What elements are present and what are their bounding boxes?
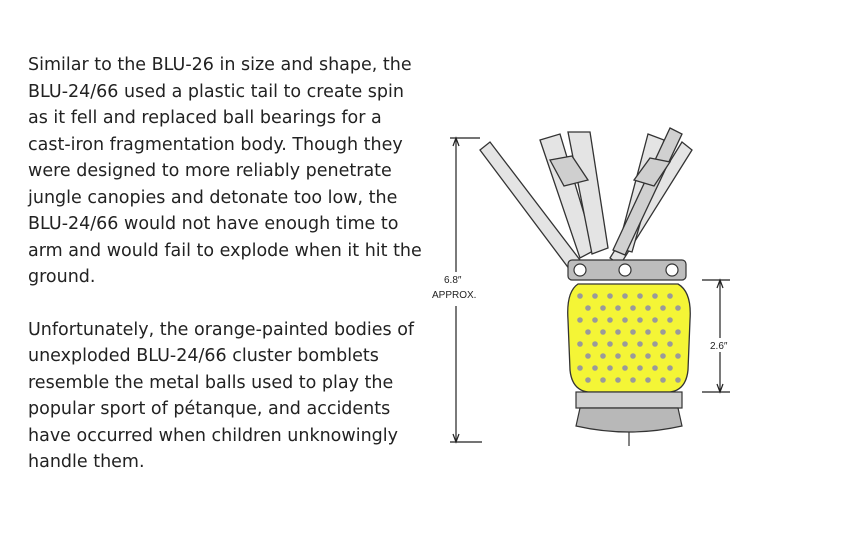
body-dot bbox=[577, 365, 583, 371]
body-dot bbox=[637, 317, 643, 323]
bomblet-body bbox=[568, 284, 691, 392]
body-dot bbox=[667, 341, 673, 347]
height-approx-note: APPROX. bbox=[432, 290, 477, 301]
body-dot bbox=[600, 329, 606, 335]
body-dot bbox=[630, 377, 636, 383]
body-dot bbox=[660, 377, 666, 383]
body-dot bbox=[645, 377, 651, 383]
bomblet-drawing bbox=[420, 120, 750, 460]
body-dot bbox=[592, 341, 598, 347]
body-dot bbox=[637, 341, 643, 347]
body-dot bbox=[607, 293, 613, 299]
body-dot bbox=[660, 329, 666, 335]
body-dot bbox=[615, 377, 621, 383]
hinge-ring bbox=[568, 260, 686, 280]
body-dot bbox=[622, 293, 628, 299]
body-dot bbox=[667, 317, 673, 323]
body-dot bbox=[592, 317, 598, 323]
body-dot bbox=[600, 377, 606, 383]
body-dot bbox=[652, 293, 658, 299]
body-dot bbox=[607, 341, 613, 347]
body-dot bbox=[585, 305, 591, 311]
body-dot bbox=[577, 293, 583, 299]
body-dot bbox=[652, 341, 658, 347]
body-dot bbox=[577, 317, 583, 323]
body-dot bbox=[600, 353, 606, 359]
body-dot bbox=[637, 293, 643, 299]
body-dot bbox=[630, 305, 636, 311]
base-fuze bbox=[576, 392, 682, 446]
bomblet-illustration bbox=[420, 120, 750, 460]
body-dot bbox=[592, 365, 598, 371]
body-dot bbox=[577, 341, 583, 347]
body-dot bbox=[675, 353, 681, 359]
body-dot bbox=[585, 329, 591, 335]
height-label: 6.8″ bbox=[444, 275, 462, 286]
paragraph-1: Similar to the BLU-26 in size and shape, the BLU-24/66 used a plastic tail to create spin as it fell and replaced ball bearings for a cast-iron fragmentation body. Though they were designed to more reliably penetrate jungle canopies and detonate too low, the BLU-24/66 would not have enough time to arm and would fail to explode when it hit the ground. bbox=[28, 55, 422, 287]
body-dot bbox=[675, 377, 681, 383]
body-dot bbox=[645, 329, 651, 335]
body-dot bbox=[607, 365, 613, 371]
description-text bbox=[28, 52, 423, 476]
body-dot bbox=[630, 329, 636, 335]
body-dot bbox=[615, 353, 621, 359]
body-dimension bbox=[702, 280, 730, 392]
body-dot bbox=[630, 353, 636, 359]
body-dot bbox=[645, 305, 651, 311]
body-height-label: 2.6″ bbox=[710, 341, 728, 352]
body-dot bbox=[600, 305, 606, 311]
body-dot bbox=[622, 341, 628, 347]
body-dot bbox=[675, 329, 681, 335]
body-dot bbox=[637, 365, 643, 371]
body-dot bbox=[675, 305, 681, 311]
body-dot bbox=[667, 293, 673, 299]
body-dot bbox=[585, 353, 591, 359]
tail-fins bbox=[480, 128, 692, 270]
body-dot bbox=[615, 329, 621, 335]
body-dot bbox=[622, 365, 628, 371]
body-dot bbox=[592, 293, 598, 299]
paragraph-2: Unfortunately, the orange-painted bodies of unexploded BLU-24/66 cluster bomblets resemble the metal balls used to play the popular sport of pétanque, and accidents have occurred when children unknowingly handle them. bbox=[28, 319, 415, 472]
body-dot bbox=[607, 317, 613, 323]
body-dot bbox=[652, 317, 658, 323]
body-dot bbox=[645, 353, 651, 359]
body-dot bbox=[660, 353, 666, 359]
body-dot bbox=[585, 377, 591, 383]
body-dot bbox=[667, 365, 673, 371]
body-dot bbox=[652, 365, 658, 371]
body-dot bbox=[660, 305, 666, 311]
body-dot bbox=[622, 317, 628, 323]
body-dot bbox=[615, 305, 621, 311]
